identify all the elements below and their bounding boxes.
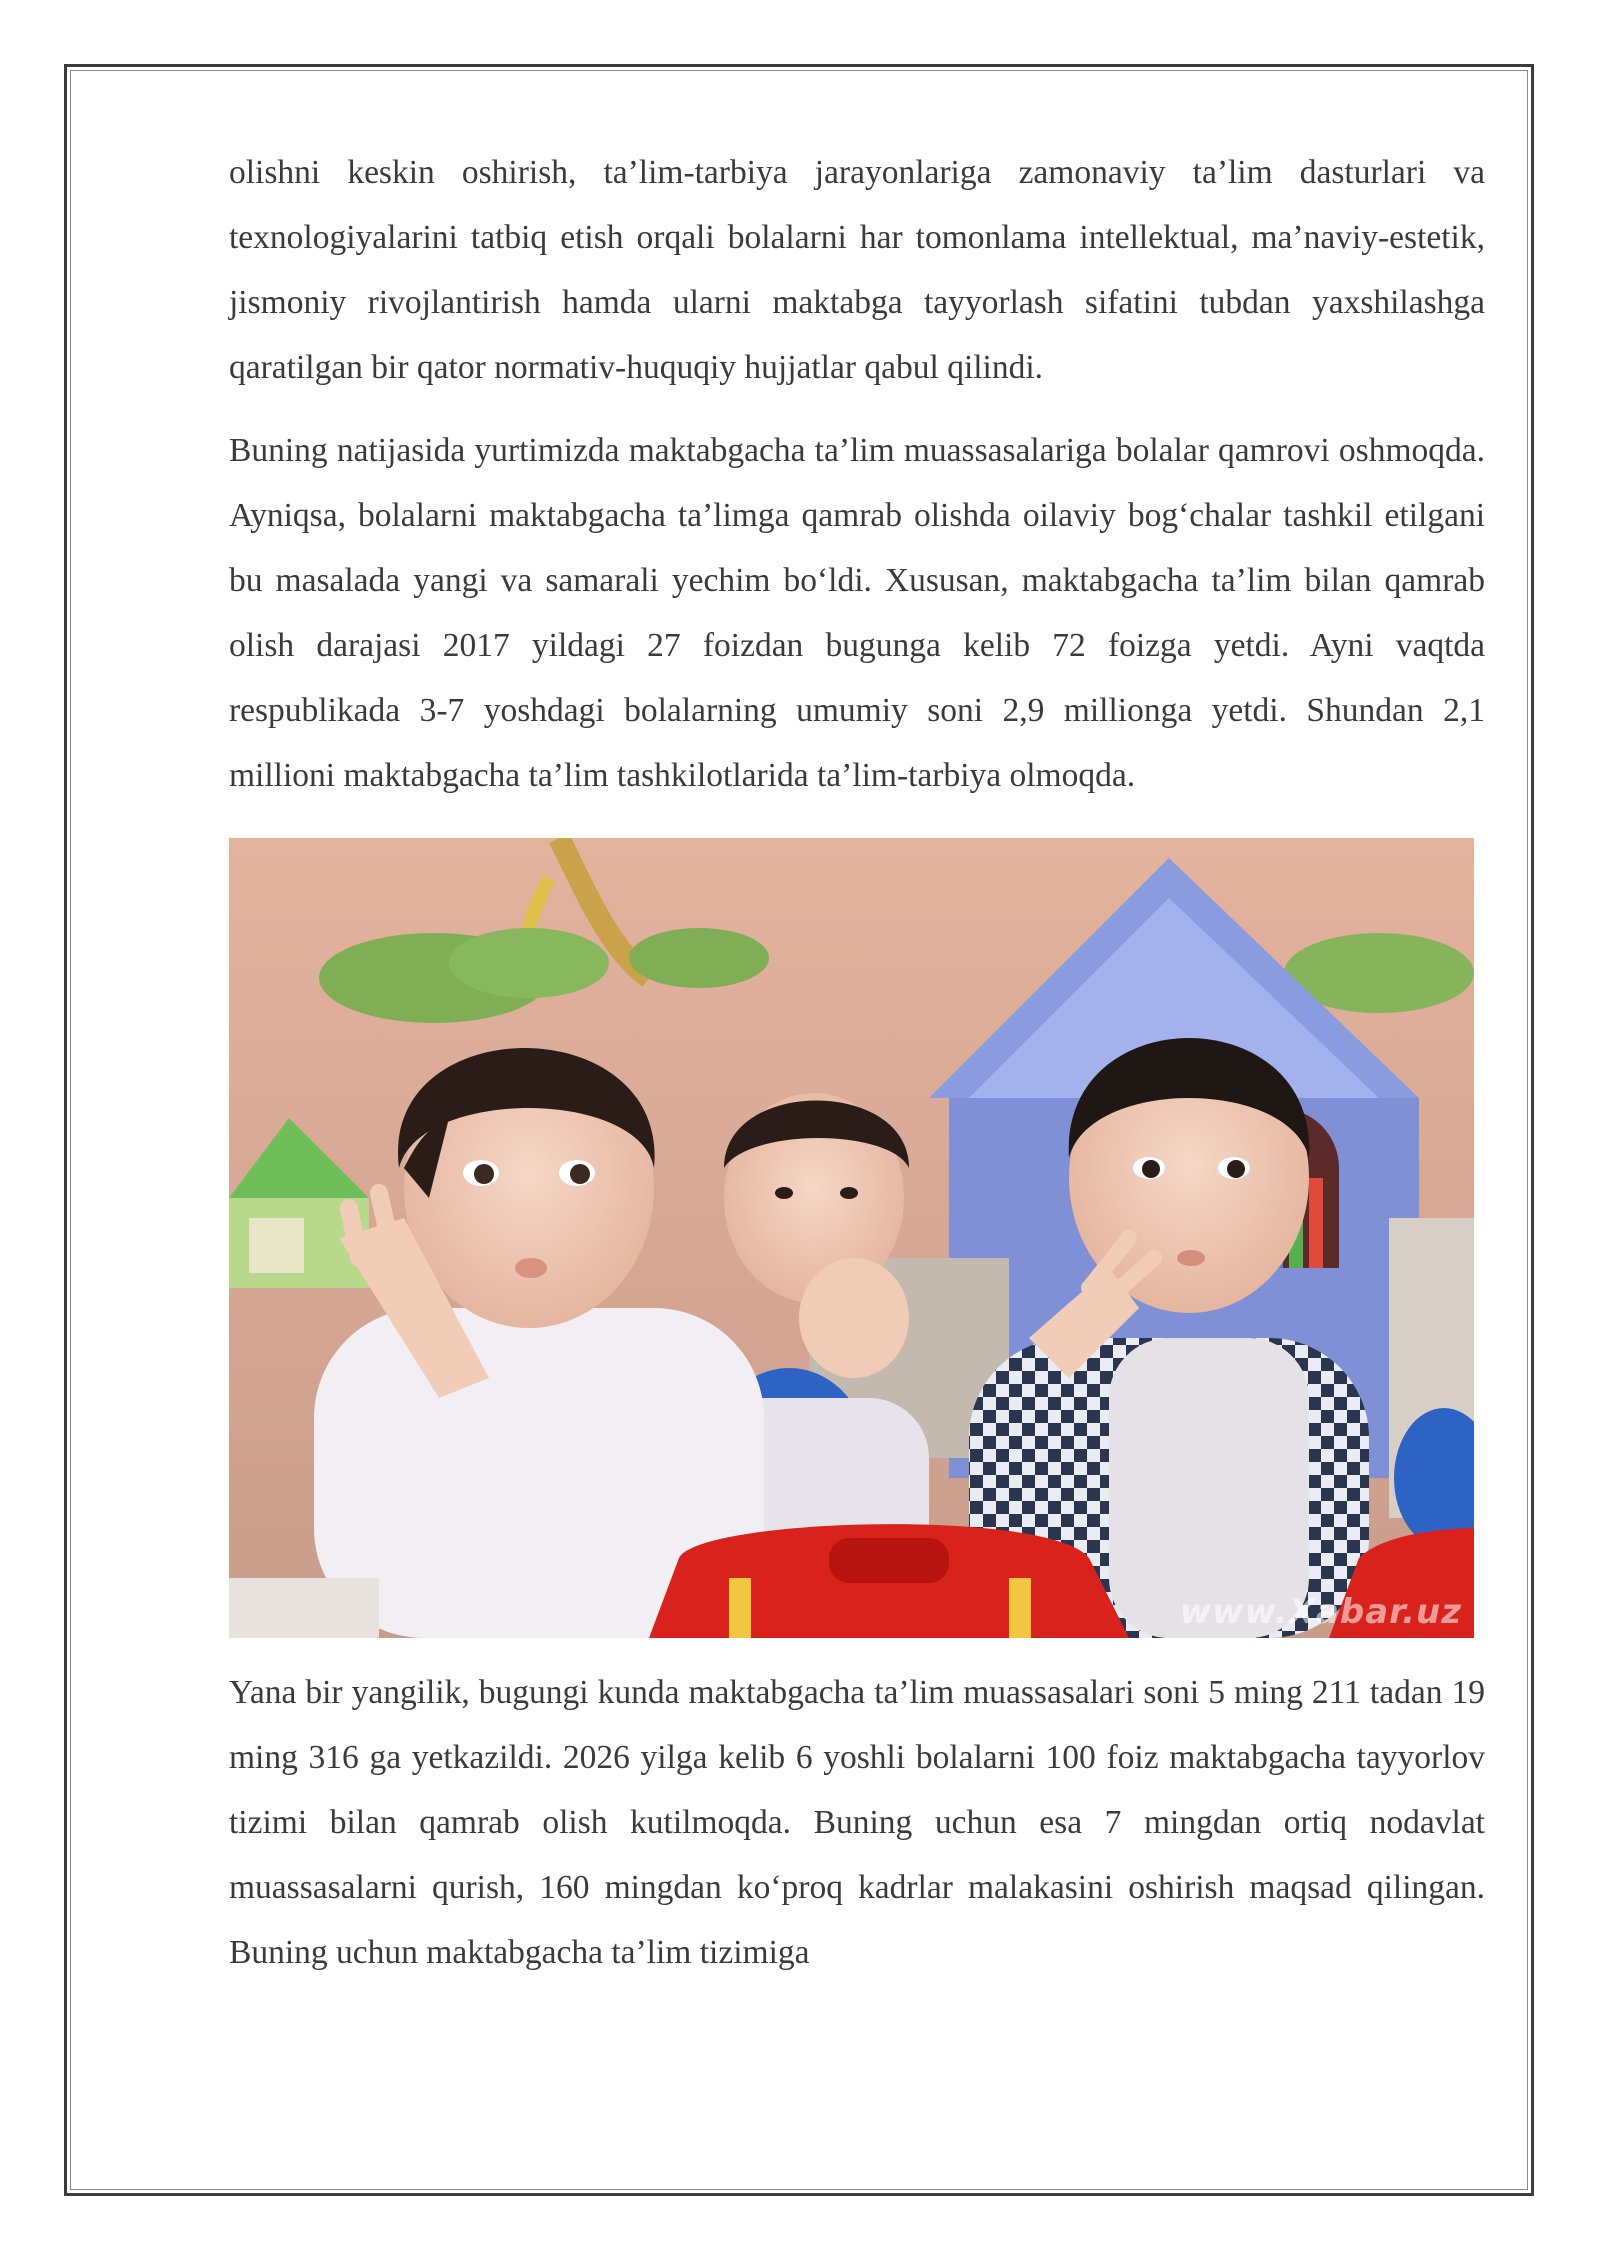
paragraph-2: Buning natijasida yurtimizda maktabgacha ta’lim muassasalariga bolalar qamrovi oshmoqda. Ayniqsa, bolalarni maktabgacha ta’limga qamrab olishda oilaviy bog‘chalar tashkil etilgani bu masalada yangi va samarali yechim bo‘ldi. Xususan, maktabgacha ta’lim bilan qamrab olish darajasi 2017 yildagi 27 foizdan bugunga kelib 72 foizga yetdi. Ayni vaqtda respublikada 3-7 yoshdagi bolalarning umumiy soni 2,9 millionga yetdi. Shundan 2,1 millioni maktabgacha ta’lim tashkilotlarida ta’lim-tarbiya olmoqda. <box>229 432 1485 794</box>
paragraph-1: olishni keskin oshirish, ta’lim-tarbiya jarayonlariga zamonaviy ta’lim dasturlari va texnologiyalarini tatbiq etish orqali bolalarni har tomonlama intellektual, ma’naviy-estetik, jismoniy rivojlantirish hamda ularni maktabga tayyorlash sifatini tubdan yaxshilashga qaratilgan bir qator normativ-huquqiy hujjatlar qabul qilindi. <box>229 154 1485 386</box>
photo-watermark: www.Xabar.uz <box>1179 1592 1462 1632</box>
kindergarten-children-photo <box>229 838 1474 1638</box>
paragraph-3: Yana bir yangilik, bugungi kunda maktabgacha ta’lim muassasalari soni 5 ming 211 tadan 19 ming 316 ga yetkazildi. 2026 yilga kelib 6 yoshli bolalarni 100 foiz maktabgacha tayyorlov tizimi bilan qamrab olish kutilmoqda. Buning uchun esa 7 mingdan ortiq nodavlat muassasalarni qurish, 160 mingdan ko‘proq kadrlar malakasini oshirish maqsad qilingan. Buning uchun maktabgacha ta’lim tizimiga <box>229 1674 1485 1971</box>
document-body <box>229 140 1485 1985</box>
